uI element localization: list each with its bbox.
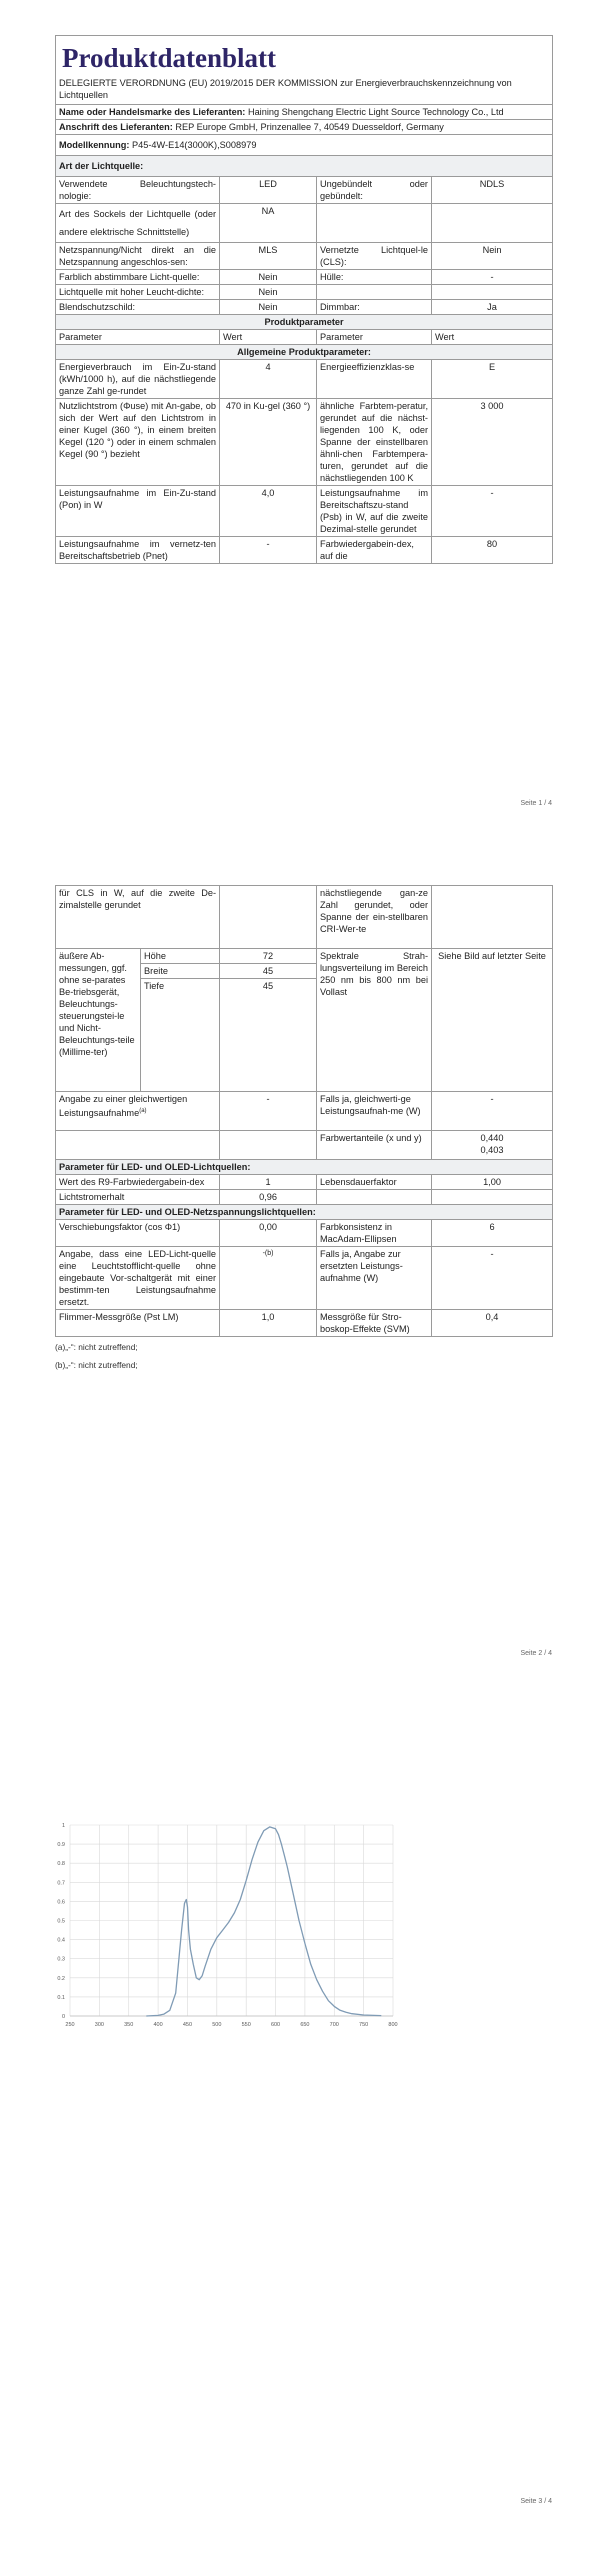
row-value xyxy=(220,1131,317,1160)
row-value xyxy=(432,204,553,243)
x-tick-label: 250 xyxy=(65,2022,75,2028)
row-label: Leistungsaufnahme im Bereitschaftszu-stand (Psb) in W, auf die zweite Dezimal-stelle gerundet xyxy=(317,486,432,537)
row-value: -(b) xyxy=(220,1247,317,1310)
row-label: ähnliche Farbtem-peratur, gerundet auf die nächst-liegenden 100 K, oder Spanne der einstellbaren ähnli-chen Farbtempera-turen, gerundet auf die nächstliegenden 100 K xyxy=(317,399,432,486)
row-label: Falls ja, Angabe zur ersetzten Leistungs-aufnahme (W) xyxy=(317,1247,432,1310)
footnote-a: (a)„-“: nicht zutreffend; xyxy=(55,1342,138,1352)
row-value: NA xyxy=(220,204,317,243)
footnote-b: (b)„-“: nicht zutreffend; xyxy=(55,1360,138,1370)
address-row xyxy=(56,120,553,135)
row-label: Dimmbar: xyxy=(317,300,432,315)
dimension-name: Höhe xyxy=(141,949,220,964)
row-label: Leistungsaufnahme im Ein-Zu-stand (Pon) in W xyxy=(56,486,220,537)
section-led-parameters: Parameter für LED- und OLED-Lichtquellen: xyxy=(56,1160,553,1175)
model-label: Modellkennung: xyxy=(59,140,130,150)
table-row xyxy=(56,1310,553,1337)
page-1-content xyxy=(55,35,552,564)
row-label xyxy=(317,204,432,243)
x-tick-label: 400 xyxy=(153,2022,163,2028)
row-label: für CLS in W, auf die zweite De-zimalstelle gerundet xyxy=(56,886,220,949)
table-row xyxy=(56,243,553,270)
y-tick-label: 1 xyxy=(61,1823,65,1829)
section-mains-parameters: Parameter für LED- und OLED-Netzspannungslichtquellen: xyxy=(56,1205,553,1220)
supplier-label: Name oder Handelsmarke des Lieferanten: xyxy=(59,107,246,117)
page-number: Seite 3 / 4 xyxy=(520,2498,552,2505)
row-label: Ungebündelt oder gebündelt: xyxy=(317,177,432,204)
dimension-name: Breite xyxy=(141,964,220,979)
x-tick-label: 300 xyxy=(94,2022,104,2028)
table-row xyxy=(56,1131,553,1160)
table-row xyxy=(56,1190,553,1205)
address-label: Anschrift des Lieferanten: xyxy=(59,122,173,132)
row-label: Farbkonsistenz in MacAdam-Ellipsen xyxy=(317,1220,432,1247)
row-label: Netzspannung/Nicht direkt an die Netzspannung angeschlos-sen: xyxy=(56,243,220,270)
row-label: Farbwertanteile (x und y) xyxy=(317,1131,432,1160)
x-tick-label: 350 xyxy=(124,2022,134,2028)
row-label: Lichtquelle mit hoher Leucht-dichte: xyxy=(56,285,220,300)
section-product-parameters: Produktparameter xyxy=(56,315,553,330)
y-tick-label: 0.3 xyxy=(57,1956,65,1963)
row-value xyxy=(432,285,553,300)
column-header: Wert xyxy=(432,330,553,345)
table-row xyxy=(56,399,553,486)
row-value: 0,4 xyxy=(432,1310,553,1337)
spectral-label: Spektrale Strah-lungsverteilung im Bereich 250 nm bis 800 nm bei Vollast xyxy=(317,949,432,1092)
row-value xyxy=(220,886,317,949)
spectral-value: Siehe Bild auf letzter Seite xyxy=(432,949,553,1092)
section-light-source-type: Art der Lichtquelle: xyxy=(56,156,553,177)
row-label xyxy=(56,1131,220,1160)
y-tick-label: 0.4 xyxy=(57,1937,65,1944)
row-label: nächstliegende gan-ze Zahl gerundet, oder Spanne der ein-stellbaren CRI-Wer-te xyxy=(317,886,432,949)
table-row xyxy=(56,1247,553,1310)
row-value: 3 000 xyxy=(432,399,553,486)
row-value: 1,00 xyxy=(432,1175,553,1190)
row-value: Nein xyxy=(432,243,553,270)
row-value: 1,0 xyxy=(220,1310,317,1337)
row-label: Farblich abstimmbare Licht-quelle: xyxy=(56,270,220,285)
row-value: 1 xyxy=(220,1175,317,1190)
row-value: 4,0 xyxy=(220,486,317,537)
row-value: Ja xyxy=(432,300,553,315)
table-row xyxy=(56,1220,553,1247)
table-row xyxy=(56,1092,553,1131)
row-label xyxy=(56,1092,220,1131)
y-tick-label: 0.7 xyxy=(57,1880,65,1887)
regulation-text: DELEGIERTE VERORDNUNG (EU) 2019/2015 DER KOMMISSION zur Energieverbrauchskennzeichnung von Lichtquellen xyxy=(59,78,512,100)
row-value: LED xyxy=(220,177,317,204)
row-value: E xyxy=(432,360,553,399)
dimension-spacer xyxy=(141,993,220,1092)
page-number: Seite 1 / 4 xyxy=(520,800,552,807)
x-tick-label: 700 xyxy=(329,2022,339,2028)
y-tick-label: 0 xyxy=(61,2014,65,2020)
x-tick-label: 450 xyxy=(182,2022,193,2028)
table-row xyxy=(56,360,553,399)
table-row xyxy=(56,537,553,564)
x-tick-label: 800 xyxy=(388,2022,398,2028)
table-row xyxy=(56,1175,553,1190)
row-label: Energieeffizienzklas-se xyxy=(317,360,432,399)
x-tick-label: 650 xyxy=(300,2022,310,2028)
row-label: Leistungsaufnahme im vernetz-ten Bereitschaftsbetrieb (Pnet) xyxy=(56,537,220,564)
table-row xyxy=(56,204,553,243)
supplier-value: Haining Shengchang Electric Light Source Technology Co., Ltd xyxy=(247,107,504,117)
row-value: 0,96 xyxy=(220,1190,317,1205)
row-value: - xyxy=(432,1092,553,1131)
chroma-x-value: 0,440 xyxy=(480,1133,504,1143)
dimensions-label: äußere Ab-messungen, ggf. ohne se-parates Be-triebsgerät, Beleuchtungs-steuerungstei-le und Nicht-Beleuchtungs-teile (Millime-ter) xyxy=(56,949,141,1092)
row-label xyxy=(317,1190,432,1205)
column-header: Wert xyxy=(220,330,317,345)
row-value: - xyxy=(220,1092,317,1131)
row-value: Nein xyxy=(220,270,317,285)
y-tick-label: 0.6 xyxy=(57,1899,65,1906)
row-label: Wert des R9-Farbwiedergabein-dex xyxy=(56,1175,220,1190)
x-tick-label: 600 xyxy=(270,2022,281,2028)
row-label: Vernetzte Lichtquel-le (CLS): xyxy=(317,243,432,270)
model-row xyxy=(56,135,553,156)
x-tick-label: 500 xyxy=(212,2022,222,2028)
row-value xyxy=(432,1131,553,1160)
footnote-ref: (a) xyxy=(139,1108,147,1114)
row-label: Blendschutzschild: xyxy=(56,300,220,315)
row-value: - xyxy=(220,537,317,564)
page-title: Produktdatenblatt xyxy=(62,43,277,73)
chroma-y-value: 0,403 xyxy=(480,1145,504,1155)
row-value: - xyxy=(432,1247,553,1310)
page-2-content xyxy=(55,885,552,1371)
column-header: Parameter xyxy=(317,330,432,345)
row-value: Nein xyxy=(220,300,317,315)
column-header: Parameter xyxy=(56,330,220,345)
row-label: Messgröße für Stro-boskop-Effekte (SVM) xyxy=(317,1310,432,1337)
row-value: MLS xyxy=(220,243,317,270)
equivalent-power-label: Angabe zu einer gleichwertigen Leistungsaufnahme xyxy=(59,1094,188,1119)
row-label: Energieverbrauch im Ein-Zu-stand (kWh/1000 h), auf die nächstliegende ganze Zahl ge-rundet xyxy=(56,360,220,399)
table-row xyxy=(56,300,553,315)
address-value: REP Europe GmbH, Prinzenallee 7, 40549 Duesseldorf, Germany xyxy=(175,122,444,132)
page-3 xyxy=(0,1680,604,2560)
supplier-row xyxy=(56,105,553,120)
row-label: Flimmer-Messgröße (Pst LM) xyxy=(56,1310,220,1337)
dimension-name: Tiefe xyxy=(141,979,220,994)
y-tick-label: 0.5 xyxy=(57,1918,65,1925)
row-value: Nein xyxy=(220,285,317,300)
dimension-spacer xyxy=(220,993,317,1092)
dimension-value: 45 xyxy=(220,979,317,994)
row-value: 6 xyxy=(432,1220,553,1247)
row-value: 80 xyxy=(432,537,553,564)
row-label: Nutzlichtstrom (Φuse) mit An-gabe, ob sich der Wert auf den Lichtstrom in einer Kugel (360 °), in einem breiten Kegel (120 °) oder in einem schmalen Kegel (90 °) bezieht xyxy=(56,399,220,486)
row-value: - xyxy=(432,270,553,285)
page-1 xyxy=(0,0,604,820)
row-label: Farbwiedergabein-dex, auf die xyxy=(317,537,432,564)
dimension-value: 72 xyxy=(220,949,317,964)
row-value xyxy=(432,1190,553,1205)
row-label xyxy=(317,285,432,300)
table-row xyxy=(56,270,553,285)
row-label: Hülle: xyxy=(317,270,432,285)
x-tick-label: 750 xyxy=(359,2022,369,2028)
row-label: Lebensdauerfaktor xyxy=(317,1175,432,1190)
datasheet-table-page-1 xyxy=(55,35,553,564)
y-tick-label: 0.8 xyxy=(57,1861,65,1868)
row-label: Lichtstromerhalt xyxy=(56,1190,220,1205)
page-number: Seite 2 / 4 xyxy=(520,1650,552,1657)
title-cell xyxy=(56,36,553,105)
header-row xyxy=(56,330,553,345)
row-value xyxy=(432,886,553,949)
row-value: 4 xyxy=(220,360,317,399)
y-tick-label: 0.9 xyxy=(57,1842,65,1849)
table-row xyxy=(56,949,553,964)
spectrum-series-line xyxy=(146,1827,381,2016)
row-label: Angabe, dass eine LED-Licht-quelle eine Leuchtstofflicht-quelle ohne eingebaute Vor-schaltgerät mit einer bestimm-ten Leistungsaufnahme ersetzt. xyxy=(56,1247,220,1310)
table-row xyxy=(56,886,553,949)
table-row xyxy=(56,486,553,537)
table-row xyxy=(56,177,553,204)
row-value: - xyxy=(432,486,553,537)
model-value: P45-4W-E14(3000K),S008979 xyxy=(132,140,257,150)
dimension-value: 45 xyxy=(220,964,317,979)
page-2 xyxy=(0,870,604,1670)
y-tick-label: 0.1 xyxy=(57,1994,65,2001)
row-label: Art des Sockels der Lichtquelle (oder andere elektrische Schnittstelle) xyxy=(56,204,220,243)
section-general-parameters: Allgemeine Produktparameter: xyxy=(56,345,553,360)
table-row xyxy=(56,285,553,300)
x-tick-label: 550 xyxy=(241,2022,251,2028)
row-label: Verschiebungsfaktor (cos Φ1) xyxy=(56,1220,220,1247)
row-value: NDLS xyxy=(432,177,553,204)
row-value: 0,00 xyxy=(220,1220,317,1247)
row-value: 470 in Ku-gel (360 °) xyxy=(220,399,317,486)
y-tick-label: 0.2 xyxy=(57,1975,65,1982)
datasheet-table-page-2 xyxy=(55,885,553,1337)
row-label: Falls ja, gleichwerti-ge Leistungsaufnah-me (W) xyxy=(317,1092,432,1131)
spectral-distribution-chart xyxy=(0,1740,604,2040)
row-label: Verwendete Beleuchtungstech-nologie: xyxy=(56,177,220,204)
